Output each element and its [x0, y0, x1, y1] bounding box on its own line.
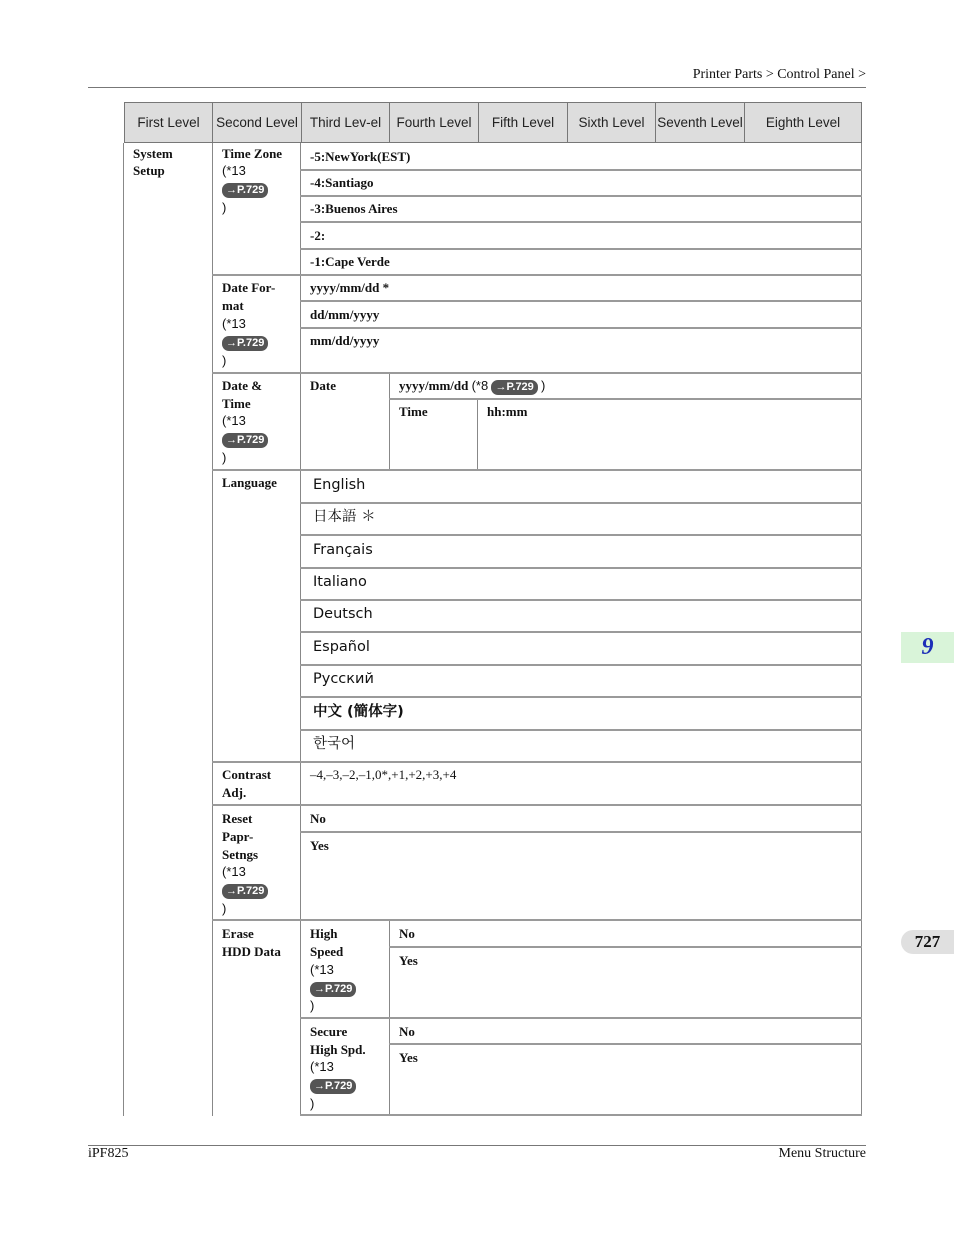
row-divider: [389, 398, 862, 400]
second-level-label: Contrast: [222, 767, 272, 782]
page-number-tab: 727: [901, 930, 954, 954]
menu-option: dd/mm/yyyy: [310, 307, 380, 322]
language-option: Italiano: [313, 574, 367, 590]
second-level-label: Time Zone: [222, 146, 283, 161]
language-option: Français: [313, 542, 373, 558]
footer-product: iPF825: [88, 1146, 129, 1161]
page-link-badge[interactable]: →P.729: [310, 982, 356, 997]
row-divider: [300, 534, 862, 536]
footnote-ref: (*13: [222, 413, 246, 428]
row-divider: [300, 831, 862, 833]
second-level-label: Erase: [222, 926, 254, 941]
column-header: Eighth Level: [765, 115, 841, 130]
menu-option: -5:NewYork(EST): [310, 149, 411, 164]
grid-line: [300, 143, 301, 1116]
third-level-label: Secure: [310, 1024, 348, 1039]
first-level-label: System: [133, 146, 173, 161]
language-option: Deutsch: [313, 606, 373, 622]
footnote-close: ): [222, 353, 227, 368]
menu-option: No: [399, 926, 415, 941]
row-divider: [212, 274, 862, 276]
footnote-ref: (*13: [222, 864, 246, 879]
footnote-close: ): [222, 901, 227, 916]
footnote-ref: (*13: [310, 962, 334, 977]
third-level-label: Date: [310, 378, 336, 393]
breadcrumb: Printer Parts > Control Panel >: [692, 67, 866, 82]
row-divider: [212, 804, 862, 806]
language-option: 中文 (簡体字): [313, 704, 404, 720]
menu-option: -4:Santiago: [310, 175, 374, 190]
language-option: Español: [313, 639, 370, 655]
page-link-badge[interactable]: →P.729: [222, 183, 268, 198]
row-divider: [300, 729, 862, 731]
page-link-badge[interactable]: →P.729: [310, 1079, 356, 1094]
page-link-badge[interactable]: →P.729: [222, 884, 268, 899]
menu-option: –4,–3,–2,–1,0*,+1,+2,+3,+4: [310, 767, 457, 782]
column-header: Second Level: [213, 103, 302, 142]
menu-option: hh:mm: [487, 404, 528, 419]
row-divider: [389, 946, 862, 948]
row-divider: [300, 502, 862, 504]
third-level-label: High Spd.: [310, 1042, 366, 1057]
table-header: [124, 102, 862, 143]
menu-option: Yes: [399, 953, 418, 968]
third-level-label: Speed: [310, 944, 344, 959]
row-divider: [212, 919, 862, 921]
footnote-close: ): [222, 450, 227, 465]
row-divider: [212, 372, 862, 374]
footer-rule: [88, 1145, 866, 1146]
page-link-badge[interactable]: →P.729: [222, 433, 268, 448]
column-header: Fifth Level: [479, 103, 568, 142]
menu-option: Yes: [399, 1050, 418, 1065]
second-level-label: Date For-: [222, 280, 276, 295]
row-divider: [300, 599, 862, 601]
row-divider: [300, 248, 862, 250]
row-divider: [300, 195, 862, 197]
menu-option: mm/dd/yyyy: [310, 333, 380, 348]
second-level-label: Time: [222, 396, 251, 411]
row-divider: [300, 327, 862, 329]
menu-option: yyyy/mm/dd *: [310, 280, 390, 295]
menu-option: No: [399, 1024, 415, 1039]
page-link-badge[interactable]: →P.729: [222, 336, 268, 351]
row-divider: [212, 469, 862, 471]
row-divider: [300, 696, 862, 698]
grid-line: [389, 373, 390, 469]
menu-option: -3:Buenos Aires: [310, 201, 398, 216]
second-level-label: HDD Data: [222, 944, 281, 959]
menu-option: yyyy/mm/dd: [399, 378, 469, 393]
row-divider: [300, 300, 862, 302]
row-divider: [300, 567, 862, 569]
chapter-tab[interactable]: 9: [901, 632, 954, 663]
grid-line: [861, 143, 862, 1116]
language-option: 한국어: [313, 736, 356, 752]
second-level-label: Language: [222, 475, 277, 490]
row-divider: [300, 1017, 862, 1019]
page-link-badge[interactable]: →P.729: [491, 380, 537, 395]
column-header: Third Lev-el: [302, 103, 390, 142]
grid-line: [477, 399, 478, 469]
language-option: Русский: [313, 671, 374, 687]
header-rule: [88, 87, 866, 88]
row-divider: [300, 169, 862, 171]
fourth-level-label: Time: [399, 404, 428, 419]
footnote-close: ): [222, 200, 227, 215]
language-option: 日本語 ＊: [313, 509, 376, 525]
column-header: Fourth Level: [390, 103, 479, 142]
row-divider: [212, 761, 862, 763]
row-divider: [389, 1043, 862, 1045]
second-level-label: Reset: [222, 811, 253, 826]
footer-section: Menu Structure: [778, 1146, 866, 1161]
grid-line: [123, 143, 124, 1116]
row-divider: [300, 664, 862, 666]
menu-option: -1:Cape Verde: [310, 254, 390, 269]
footnote-ref: (*13: [222, 163, 246, 178]
second-level-label: Setngs: [222, 847, 259, 862]
footnote-close: ): [541, 378, 546, 393]
second-level-label: Adj.: [222, 785, 247, 800]
footnote-ref: (*13: [222, 316, 246, 331]
footnote-ref: (*8: [471, 378, 489, 393]
menu-option: No: [310, 811, 326, 826]
footnote-ref: (*13: [310, 1059, 334, 1074]
row-divider: [300, 1114, 862, 1116]
second-level-label: mat: [222, 298, 244, 313]
column-header: Seventh Level: [656, 103, 745, 142]
second-level-label: Date &: [222, 378, 263, 393]
language-option: English: [313, 477, 366, 493]
third-level-label: High: [310, 926, 338, 941]
grid-line: [212, 143, 213, 1116]
footnote-close: ): [310, 1096, 315, 1111]
column-header: Sixth Level: [568, 103, 656, 142]
menu-option: Yes: [310, 838, 329, 853]
row-divider: [300, 221, 862, 223]
second-level-label: Papr-: [222, 829, 254, 844]
row-divider: [300, 631, 862, 633]
footnote-close: ): [310, 998, 315, 1013]
column-header: First Level: [125, 103, 213, 142]
menu-option: -2:: [310, 228, 326, 243]
first-level-label: Setup: [133, 163, 165, 178]
